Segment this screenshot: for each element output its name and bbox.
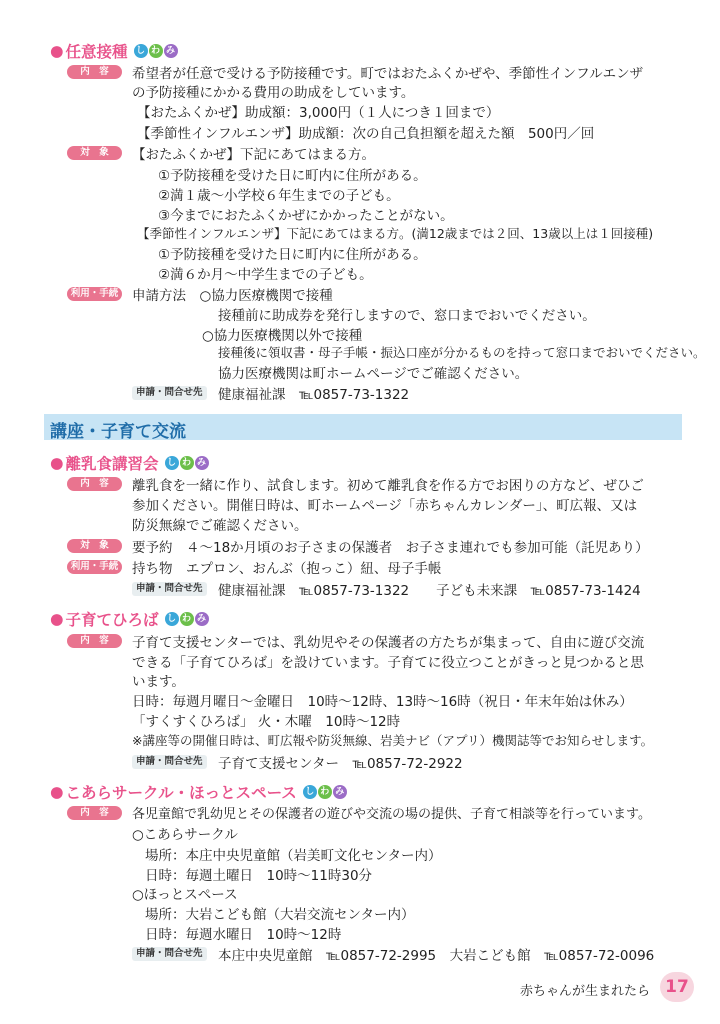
hiroba-naiyou-5: 「すくすくひろば」 火・木曜 10時～12時 xyxy=(132,714,401,730)
heading-koala: ● こあらサークル・ほっとスペース し わ み xyxy=(50,781,348,803)
iwami-icons: し わ み xyxy=(134,44,179,58)
ninni-riyou-4: 接種後に領収書・母子手帳・振込口座が分かるものを持って窓口までおいでください。 xyxy=(218,345,706,360)
page-number: 17 xyxy=(660,972,694,1002)
hiroba-naiyou-6: ※講座等の開催日時は、町広報や防災無線、岩美ナビ（アプリ）機関誌等でお知らせします。 xyxy=(132,733,654,748)
ninni-riyou-1: 申請方法 ○協力医療機関で接種 xyxy=(132,288,333,304)
ninni-naiyou-3: 【おたふくかぜ】助成額：3,000円（１人につき１回まで） xyxy=(137,105,500,121)
koala-naiyou-6: 場所：大岩こども館（大岩交流センター内） xyxy=(145,907,415,923)
label-riyou: 利用・手続 xyxy=(67,560,122,574)
ninni-naiyou-2: の予防接種にかかる費用の助成をしています。 xyxy=(132,85,415,101)
ninni-taisho-6: ①予防接種を受けた日に町内に住所がある。 xyxy=(158,247,427,263)
label-contact: 申請・問合せ先 xyxy=(132,755,207,769)
ninni-riyou-2: 接種前に助成券を発行しますので、窓口までおいでください。 xyxy=(218,308,596,324)
label-taisho: 対 象 xyxy=(67,539,122,553)
label-taisho: 対 象 xyxy=(67,146,122,160)
ninni-taisho-1: 【おたふくかぜ】下記にあてはまる方。 xyxy=(132,147,375,163)
koala-contact: 本庄中央児童館 ℡0857-72-2995 大岩こども館 ℡0857-72-0096 xyxy=(218,948,655,964)
label-contact: 申請・問合せ先 xyxy=(132,386,207,400)
bullet-icon: ● xyxy=(50,42,64,60)
hiroba-naiyou-1: 子育て支援センターでは、乳幼児やその保護者の方たちが集まって、自由に遊び交流 xyxy=(132,635,645,651)
ninni-taisho-2: ①予防接種を受けた日に町内に住所がある。 xyxy=(158,168,427,184)
rinyu-riyou: 持ち物 エプロン、おんぶ（抱っこ）紐、母子手帳 xyxy=(132,561,442,577)
iwami-icons: し わ み xyxy=(303,785,348,799)
heading-hiroba: ● 子育てひろば し わ み xyxy=(50,608,210,630)
ninni-taisho-5: 【季節性インフルエンザ】下記にあてはまる方。(満12歳までは２回、13歳以上は１回接種) xyxy=(137,226,654,241)
label-naiyou: 内 容 xyxy=(67,477,122,491)
koala-naiyou-3: 場所：本庄中央児童館（岩美町文化センター内） xyxy=(145,848,442,864)
ninni-taisho-4: ③今までにおたふくかぜにかかったことがない。 xyxy=(158,208,454,224)
rinyu-contact: 健康福祉課 ℡0857-73-1322 子ども未来課 ℡0857-73-1424 xyxy=(218,583,641,599)
koala-naiyou-7: 日時：毎週水曜日 10時～12時 xyxy=(145,927,342,943)
koala-naiyou-5: ○ほっとスペース xyxy=(132,887,238,903)
footer-caption: 赤ちゃんが生まれたら xyxy=(519,984,650,999)
label-riyou: 利用・手続 xyxy=(67,287,122,301)
iwami-icons: し わ み xyxy=(165,612,210,626)
ninni-taisho-7: ②満６か月～中学生までの子ども。 xyxy=(158,267,373,283)
ninni-riyou-5: 協力医療機関は町ホームページでご確認ください。 xyxy=(218,366,529,382)
bullet-icon: ● xyxy=(50,783,64,801)
rinyu-naiyou-2: 参加ください。開催日時は、町ホームページ「赤ちゃんカレンダー」、町広報、又は xyxy=(132,498,638,514)
label-naiyou: 内 容 xyxy=(67,634,122,648)
hiroba-contact: 子育て支援センター ℡0857-72-2922 xyxy=(218,756,463,772)
bullet-icon: ● xyxy=(50,454,64,472)
ninni-contact: 健康福祉課 ℡0857-73-1322 xyxy=(218,387,410,403)
iwami-icons: し わ み xyxy=(165,456,210,470)
ninni-naiyou-4: 【季節性インフルエンザ】助成額：次の自己負担額を超えた額 500円／回 xyxy=(137,126,595,142)
rinyu-naiyou-3: 防災無線でご確認ください。 xyxy=(132,518,308,534)
koala-naiyou-2: ○こあらサークル xyxy=(132,827,238,843)
ninni-riyou-3: ○協力医療機関以外で接種 xyxy=(202,328,363,344)
ninni-taisho-3: ②満１歳～小学校６年生までの子ども。 xyxy=(158,188,400,204)
koala-naiyou-4: 日時：毎週土曜日 10時～11時30分 xyxy=(145,868,373,884)
hiroba-naiyou-2: できる「子育てひろば」を設けています。子育てに役立つことがきっと見つかると思 xyxy=(132,655,644,671)
label-contact: 申請・問合せ先 xyxy=(132,947,207,961)
bullet-icon: ● xyxy=(50,610,64,628)
ninni-naiyou-1: 希望者が任意で受ける予防接種です。町ではおたふくかぜや、季節性インフルエンザ xyxy=(132,66,644,82)
rinyu-naiyou-1: 離乳食を一緒に作り、試食します。初めて離乳食を作る方でお困りの方など、ぜひご xyxy=(132,478,644,494)
hiroba-naiyou-3: います。 xyxy=(132,674,185,690)
label-naiyou: 内 容 xyxy=(67,65,122,79)
heading-rinyu: ● 離乳食講習会 し わ み xyxy=(50,452,210,474)
section-header: 講座・子育て交流 xyxy=(44,414,682,440)
heading-ninni: ● 任意接種 し わ み xyxy=(50,40,179,62)
rinyu-taisho: 要予約 ４～18か月頃のお子さまの保護者 お子さま連れでも参加可能（託児あり） xyxy=(132,540,649,556)
label-naiyou: 内 容 xyxy=(67,806,122,820)
label-contact: 申請・問合せ先 xyxy=(132,582,207,596)
hiroba-naiyou-4: 日時：毎週月曜日～金曜日 10時～12時、13時～16時（祝日・年末年始は休み） xyxy=(132,694,633,710)
koala-naiyou-1: 各児童館で乳幼児とその保護者の遊びや交流の場の提供、子育て相談等を行っています。 xyxy=(132,807,651,822)
